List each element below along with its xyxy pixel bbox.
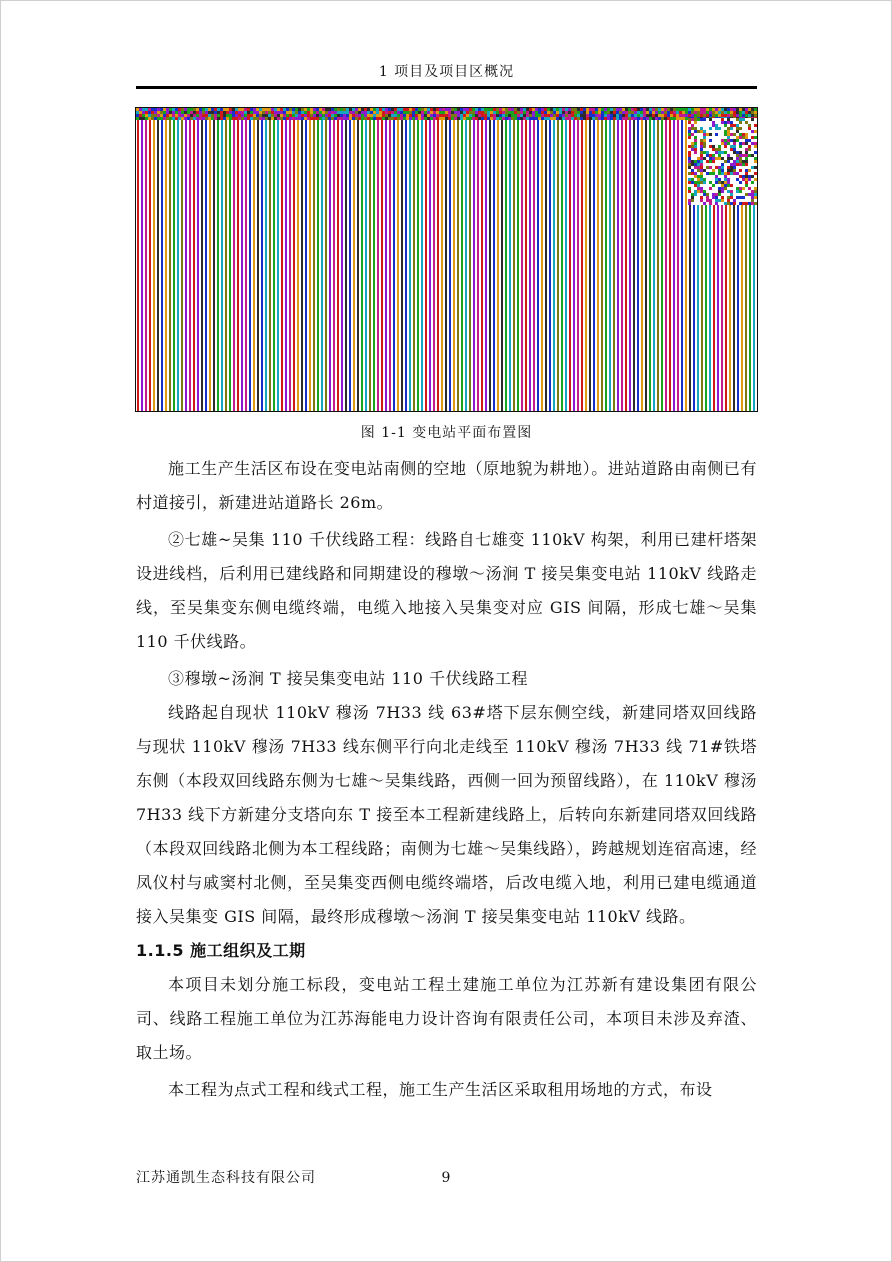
figure-caption: 图 1-1 变电站平面布置图 [360, 425, 533, 441]
running-header: 1 项目及项目区概况 [378, 64, 515, 80]
body-text [136, 452, 757, 1107]
section-heading: 1.1.5 施工组织及工期 [136, 941, 306, 960]
footer-company: 江苏通凯生态科技有限公司 [136, 1170, 316, 1186]
paragraph-construction-units: 本项目未划分施工标段，变电站工程土建施工单位为江苏新有建设集团有限公司、线路工程施工单位为江苏海能电力设计咨询有限责任公司，本项目未涉及弃渣、取土场。 [136, 975, 757, 1062]
page-number: 9 [441, 1170, 451, 1186]
header-rule [136, 86, 757, 89]
site-layout-figure [135, 107, 758, 412]
item-heading-mudun-line: ③穆墩~汤涧 T 接吴集变电站 110 千伏线路工程 [168, 669, 528, 688]
site-layout-image [136, 108, 757, 411]
paragraph-line-route: 线路起自现状 110kV 穆汤 7H33 线 63#塔下层东侧空线，新建同塔双回线路与现状 110kV 穆汤 7H33 线东侧平行向北走线至 110kV 穆汤 7H33 线 71#铁塔东侧（本段双回线路东侧为七雄～吴集线路，西侧一回为预留线路），在 110kV 穆汤 7H33 线下方新建分支塔向东 T 接至本工程新建线路上，后转向东新建同塔双回线路（本段双回线路北侧为本工程线路；南侧为七雄～吴集线路），跨越规划连宿高速，经凤仪村与戚窦村北侧，至吴集变西侧电缆终端塔，后改电缆入地，利用已建电缆通道接入吴集变 GIS 间隔，最终形成穆墩～汤涧 T 接吴集变电站 110kV 线路。 [136, 703, 757, 926]
paragraph-construction-area: 施工生产生活区布设在变电站南侧的空地（原地貌为耕地）。进站道路由南侧已有村道接引，新建进站道路长 26m。 [136, 459, 757, 512]
paragraph-construction-site: 本工程为点式工程和线式工程，施工生产生活区采取租用场地的方式，布设 [168, 1080, 713, 1099]
paragraph-qixiong-line: ②七雄~吴集 110 千伏线路工程：线路自七雄变 110kV 构架，利用已建杆塔架设进线档，后利用已建线路和同期建设的穆墩～汤涧 T 接吴集变电站 110kV 线路走线，至吴集变东侧电缆终端，电缆入地接入吴集变对应 GIS 间隔，形成七雄～吴集 110 千伏线路。 [136, 530, 757, 651]
